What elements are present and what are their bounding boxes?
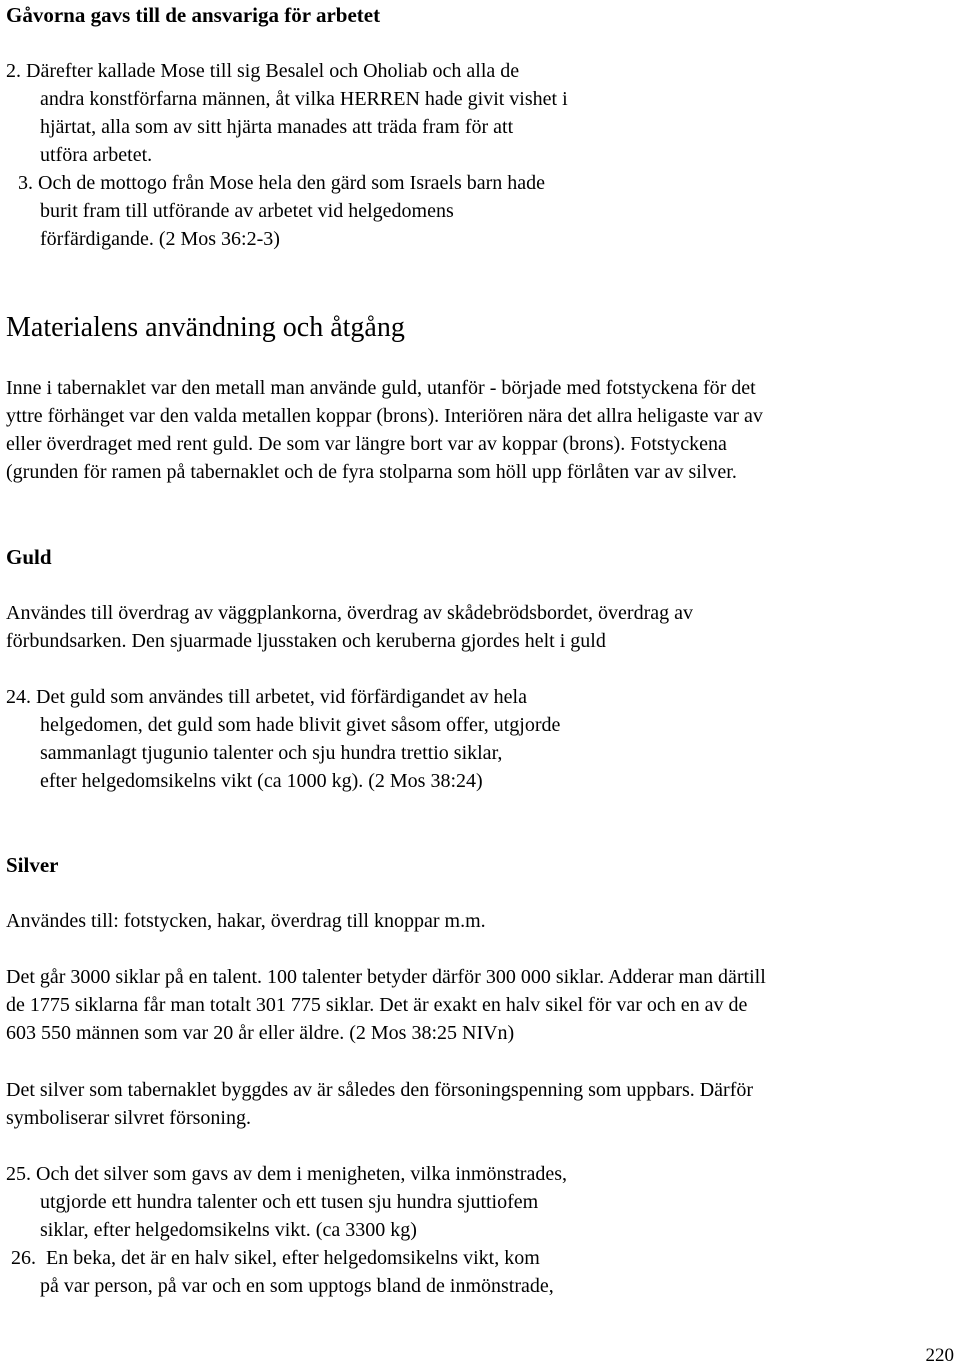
verse-25-line-2: utgjorde ett hundra talenter och ett tusen sju hundra sjuttiofem [40,1191,539,1213]
silver-2-line-1: Det går 3000 siklar på en talent. 100 talenter betyder därför 300 000 siklar. Adderar man därtill [6,966,766,988]
silver-1-line-1: Användes till: fotstycken, hakar, överdrag till knoppar m.m. [6,910,486,932]
silver-paragraph-2 [6,963,952,1047]
gold-line-1: Användes till överdrag av väggplankorna, överdrag av skådebrödsbordet, överdrag av [6,602,693,624]
verse-2-line-4: utföra arbetet. [40,144,153,166]
materials-line-1: Inne i tabernaklet var den metall man använde guld, utanför - började med fotstyckena för det [6,377,756,399]
page-number: 220 [925,1345,954,1366]
verse-24 [6,683,906,795]
gold-paragraph [6,599,952,655]
materials-paragraph [6,374,952,486]
silver-paragraph-3 [6,1076,952,1132]
verse-25-line-3: siklar, efter helgedomsikelns vikt. (ca 3300 kg) [40,1219,417,1241]
materials-heading: Materialens användning och åtgång [6,312,405,343]
verse-26-line-1: 26. En beka, det är en halv sikel, efter helgedomsikelns vikt, kom [6,1247,540,1269]
verse-3 [6,169,906,253]
verse-24-line-2: helgedomen, det guld som hade blivit givet såsom offer, utgjorde [40,714,561,736]
verse-3-line-2: burit fram till utförande av arbetet vid helgedomens [40,200,454,222]
verse-24-line-4: efter helgedomsikelns vikt (ca 1000 kg). (2 Mos 38:24) [40,770,483,792]
verse-3-line-1: 3. Och de mottogo från Mose hela den gärd som Israels barn hade [18,172,546,194]
verse-24-line-3: sammanlagt tjugunio talenter och sju hundra trettio siklar, [40,742,503,764]
verse-25 [6,1160,906,1244]
verse-2-line-2: andra konstförfarna männen, åt vilka HERREN hade givit vishet i [40,88,568,110]
verse-25-line-1: 25. Och det silver som gavs av dem i menigheten, vilka inmönstrades, [6,1163,567,1185]
silver-paragraph-1 [6,907,952,935]
gold-line-2: förbundsarken. Den sjuarmade ljusstaken och keruberna gjordes helt i guld [6,630,606,652]
materials-line-4: (grunden för ramen på tabernaklet och de fyra stolparna som höll upp förlåten var av silver. [6,461,737,483]
silver-3-line-2: symboliserar silvret försoning. [6,1107,251,1129]
verse-2-line-3: hjärtat, alla som av sitt hjärta manades att träda fram för att [40,116,514,138]
silver-3-line-1: Det silver som tabernaklet byggdes av är således den försoningspenning som uppbars. Därför [6,1079,754,1101]
materials-line-2: yttre förhänget var den valda metallen koppar (brons). Interiören nära det allra heligaste var av [6,405,763,427]
verse-3-line-3: förfärdigande. (2 Mos 36:2-3) [40,228,280,250]
section-heading-gifts: Gåvorna gavs till de ansvariga för arbetet [6,3,381,27]
silver-2-line-3: 603 550 männen som var 20 år eller äldre. (2 Mos 38:25 NIVn) [6,1022,515,1044]
verse-26 [6,1244,906,1300]
verse-2-line-1: 2. Därefter kallade Mose till sig Besalel och Oholiab och alla de [6,60,520,82]
verse-2 [6,57,906,169]
verse-26-line-2: på var person, på var och en som upptogs bland de inmönstrade, [40,1275,554,1297]
gold-heading: Guld [6,545,52,569]
silver-heading: Silver [6,853,59,877]
verse-24-line-1: 24. Det guld som användes till arbetet, vid förfärdigandet av hela [6,686,527,708]
silver-2-line-2: de 1775 siklarna får man totalt 301 775 siklar. Det är exakt en halv sikel för var och en av de [6,994,748,1016]
materials-line-3: eller överdraget med rent guld. De som var längre bort var av koppar (brons). Fotstyckena [6,433,727,455]
